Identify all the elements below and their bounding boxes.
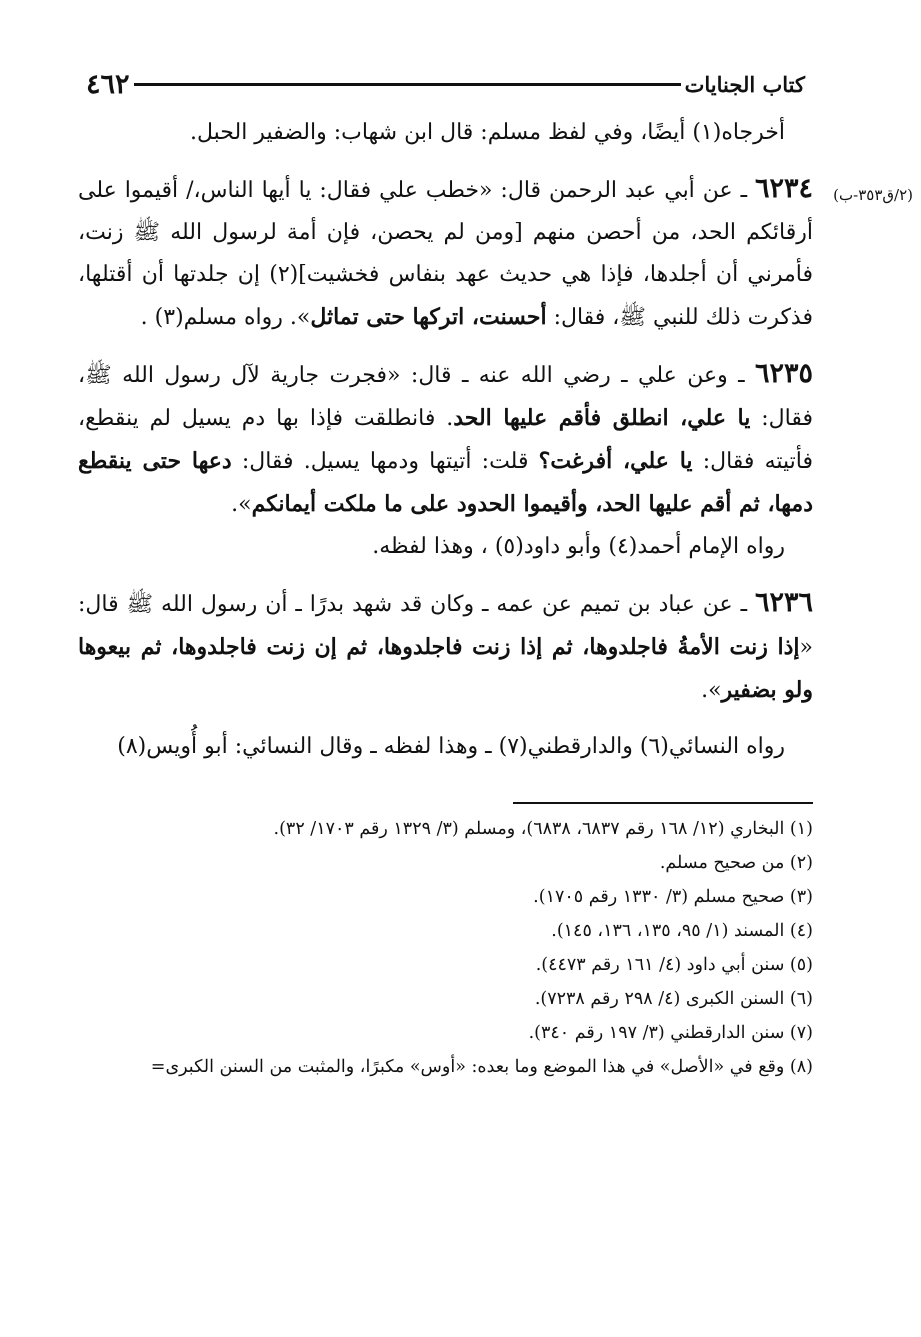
header-rule (134, 83, 681, 86)
footnote: (٧) سنن الدارقطني (٣/ ١٩٧ رقم ٣٤٠). (528, 1023, 813, 1043)
footnote: (٤) المسند (١/ ٩٥، ١٣٥، ١٣٦، ١٤٥). (551, 921, 813, 941)
hadith-text: ـ وعن علي ـ رضي الله عنه ـ قال: «فجرت جارية لآل رسول الله ﷺ، فقال: (78, 363, 813, 431)
hadith-text: ». (231, 492, 252, 517)
hadith-6236 (78, 582, 813, 712)
footnote: (٨) وقع في «الأصل» في هذا الموضع وما بعده: «أوس» مكبرًا، والمثبت من السنن الكبرى= (150, 1057, 813, 1077)
hadith-quote: إذا زنت الأمةُ فاجلدوها، ثم إذا زنت فاجلدوها، ثم إن زنت فاجلدوها، ثم بيعوها ولو بضفير (78, 634, 813, 703)
hadith-quote: أحسنت، اتركها حتى تماثل (310, 304, 547, 330)
footnotes (78, 812, 813, 1084)
book-title: كتاب الجنايات (684, 71, 805, 97)
hadith-6236-narration: رواه النسائي(٦) والدارقطني(٧) ـ وهذا لفظه ـ وقال النسائي: أبو أُويس(٨) (117, 734, 785, 759)
footnote: (٢) من صحيح مسلم. (659, 853, 813, 873)
page-header (78, 62, 813, 106)
footnote: (٣) صحيح مسلم (٣/ ١٣٣٠ رقم ١٧٠٥). (533, 887, 813, 907)
manuscript-margin-note: (٢/ق٣٥٣-ب) (833, 186, 913, 204)
hadith-number: ٦٢٣٦ (754, 587, 813, 618)
hadith-text: قلت: أتيتها ودمها يسيل. فقال: (231, 449, 539, 474)
footnote: (٦) السنن الكبرى (٤/ ٢٩٨ رقم ٧٢٣٨). (534, 989, 813, 1009)
page-number: ٤٦٢ (86, 68, 130, 100)
footnote-separator (513, 802, 813, 804)
hadith-quote: دعها حتى ينقطع دمها، ثم أقم عليها الحد، وأقيموا الحدود على ما ملكت أيمانكم (78, 448, 813, 517)
hadith-text: . فانطلقت فإذا بها دم يسيل لم ينقطع، فأتيته فقال: (78, 406, 814, 474)
hadith-6235 (78, 353, 813, 526)
hadith-quote: يا علي، أفرغت؟ (538, 448, 693, 474)
hadith-text: ـ عن عباد بن تميم عن عمه ـ وكان قد شهد بدرًا ـ أن رسول الله ﷺ قال: « (78, 592, 813, 660)
hadith-text: ». رواه مسلم(٣) . (140, 305, 311, 330)
hadith-6234 (78, 168, 913, 339)
hadith-text: ». (701, 678, 722, 703)
footnote: (١) البخاري (١٢/ ١٦٨ رقم ٦٨٣٧، ٦٨٣٨)، ومسلم (٣/ ١٣٢٩ رقم ١٧٠٣/ ٣٢). (273, 819, 813, 839)
hadith-6235-narration: رواه الإمام أحمد(٤) وأبو داود(٥) ، وهذا لفظه. (372, 534, 785, 559)
intro-paragraph: أخرجاه(١) أيضًا، وفي لفظ مسلم: قال ابن شهاب: والضفير الحبل. (190, 120, 785, 145)
hadith-number: ٦٢٣٤ (754, 173, 813, 204)
hadith-quote: يا علي، انطلق فأقم عليها الحد (453, 405, 751, 431)
hadith-number: ٦٢٣٥ (754, 358, 813, 389)
footnote: (٥) سنن أبي داود (٤/ ١٦١ رقم ٤٤٧٣). (535, 955, 813, 975)
hadith-text: ـ عن أبي عبد الرحمن قال: «خطب علي فقال: يا أيها الناس،/ أقيموا على أرقائكم الحد، من أحصن منهم [ومن لم يحصن، فإن أمة لرسول الله ﷺ زنت، فأمرني أن أجلدها، فإذا هي حديث عهد بنفاس فخشيت](٢) إن جلدتها أن أقتلها، فذكرت ذلك للنبي ﷺ، فقال: (78, 178, 813, 330)
